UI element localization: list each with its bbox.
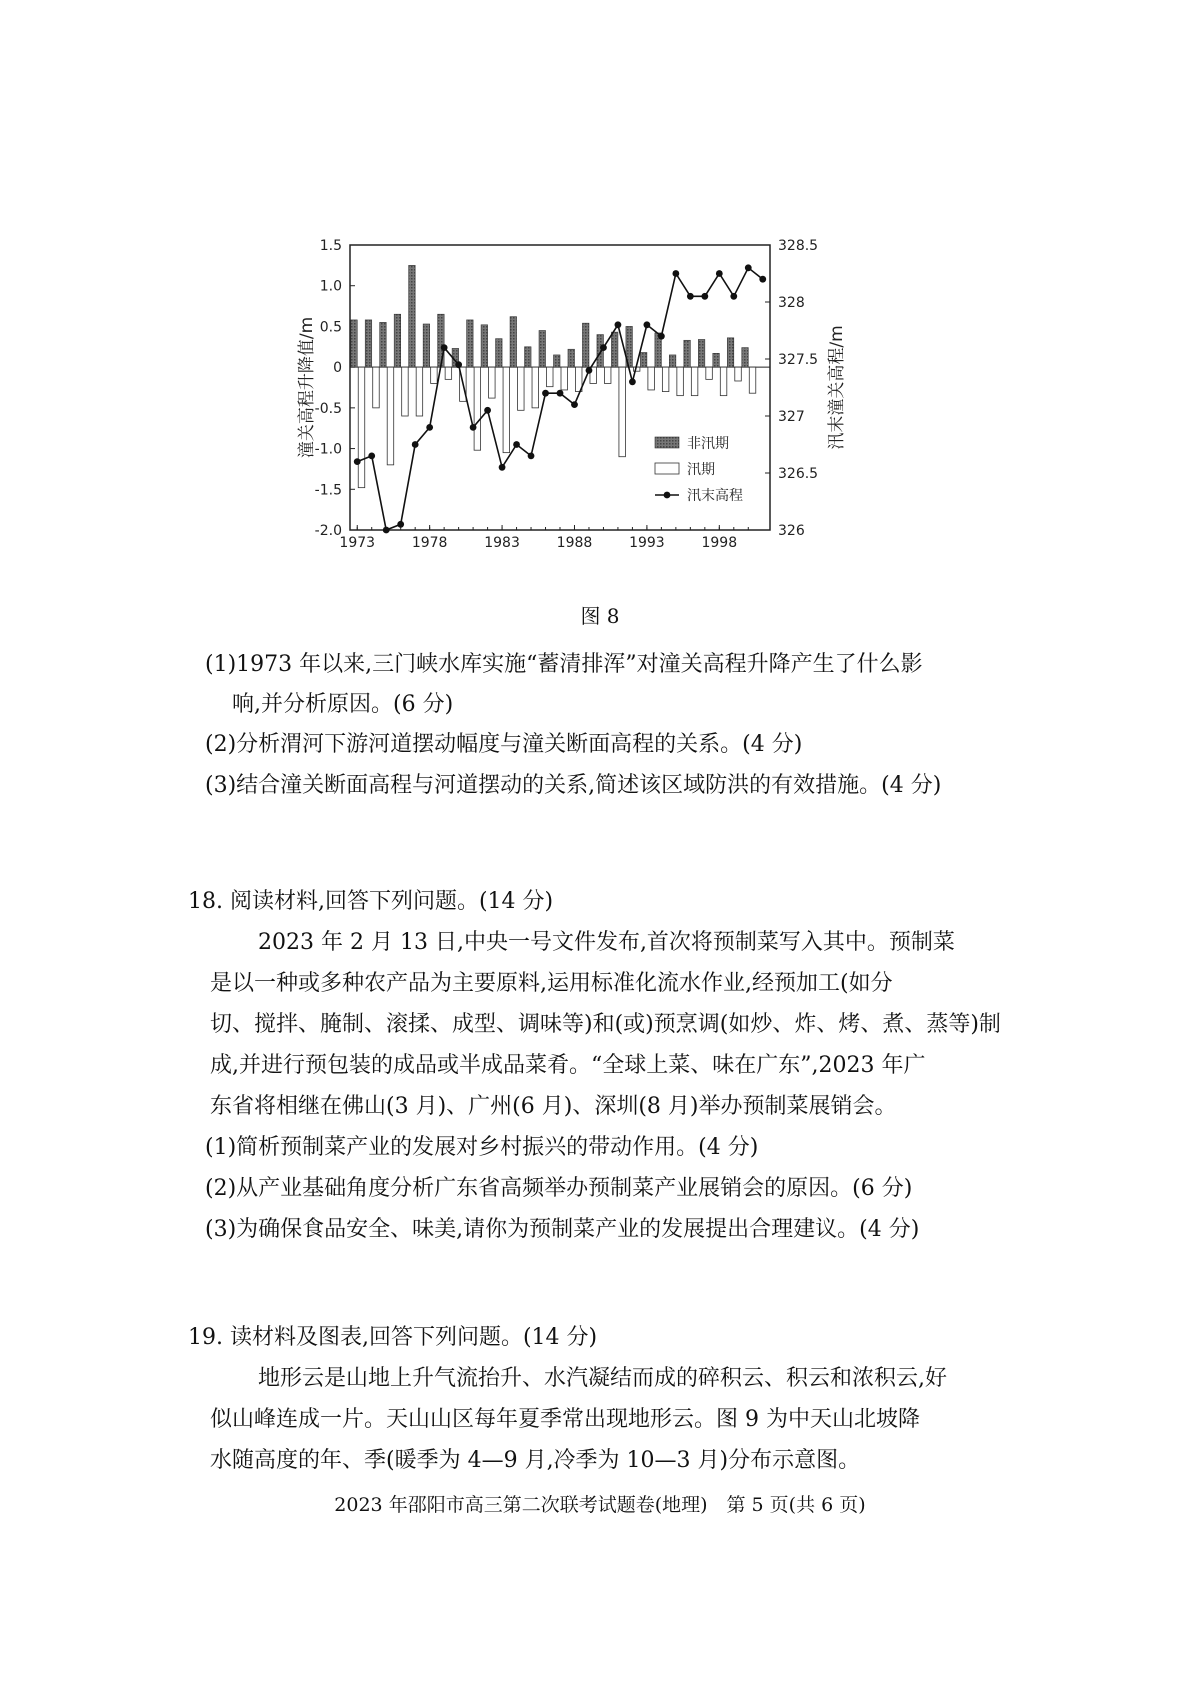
bar-non-flood [742, 348, 749, 368]
left-tick-label: 1.5 [319, 238, 342, 254]
point-flood-end-elevation [730, 293, 737, 300]
bar-flood [358, 367, 365, 488]
bar-non-flood [438, 314, 445, 367]
bar-non-flood [539, 331, 546, 368]
chart-svg [297, 238, 900, 585]
point-flood-end-elevation [701, 293, 708, 300]
q18-material-line4: 成,并进行预包装的成品或半成品菜肴。“全球上菜、味在广东”,2023 年广 [210, 1053, 926, 1078]
bar-non-flood [365, 320, 372, 367]
x-tick-label: 1978 [411, 535, 448, 551]
point-flood-end-elevation [600, 344, 607, 351]
left-tick-label: 0 [333, 360, 342, 377]
point-flood-end-elevation [397, 521, 404, 528]
point-flood-end-elevation [557, 390, 564, 397]
point-flood-end-elevation [745, 264, 752, 271]
figure-8-chart [297, 238, 900, 585]
point-flood-end-elevation [513, 441, 520, 448]
bar-flood [373, 367, 380, 408]
left-tick-label: -0.5 [314, 400, 342, 417]
bar-non-flood [698, 339, 705, 367]
page-footer: 2023 年邵阳市高三第二次联考试题卷(地理) 第 5 页(共 6 页) [334, 1494, 866, 1516]
bar-non-flood [467, 320, 474, 367]
q18-material-line3: 切、搅拌、腌制、滚揉、成型、调味等)和(或)预烹调(如炒、炸、烤、煮、蒸等)制 [210, 1012, 1001, 1037]
bar-flood [445, 367, 452, 379]
bar-flood [648, 367, 655, 390]
bar-flood [561, 367, 568, 390]
point-flood-end-elevation [571, 401, 578, 408]
q18-part1: (1)简析预制菜产业的发展对乡村振兴的带动作用。(4 分) [205, 1135, 759, 1160]
point-flood-end-elevation [643, 321, 650, 328]
q17-part1-line1: (1)1973 年以来,三门峡水库实施“蓄清排浑”对潼关高程升降产生了什么影 [205, 652, 923, 677]
bar-non-flood [481, 325, 488, 367]
bar-flood [518, 367, 525, 410]
q18-part2: (2)从产业基础角度分析广东省高频举办预制菜产业展销会的原因。(6 分) [205, 1176, 913, 1201]
point-flood-end-elevation [759, 276, 766, 283]
bar-non-flood [510, 317, 517, 367]
bar-non-flood [684, 340, 691, 367]
bar-non-flood [713, 353, 720, 367]
x-tick-label: 1993 [629, 535, 665, 551]
legend-label-flood: 汛期 [687, 462, 715, 478]
right-axis-label: 汛末潼关高程/m [827, 325, 847, 450]
legend-swatch-flood [655, 463, 679, 474]
q18-title: 18. 阅读材料,回答下列问题。(14 分) [188, 889, 554, 914]
point-flood-end-elevation [716, 270, 723, 277]
x-tick-label: 1983 [484, 535, 520, 551]
left-tick-label: -2.0 [314, 523, 342, 539]
left-tick-label: -1.0 [314, 441, 342, 458]
bar-non-flood [727, 338, 734, 367]
bar-non-flood [611, 332, 618, 367]
bar-non-flood [525, 347, 532, 367]
point-flood-end-elevation [658, 333, 665, 340]
bar-flood [691, 367, 698, 396]
point-flood-end-elevation [441, 344, 448, 351]
q18-material-line1: 2023 年 2 月 13 日,中央一号文件发布,首次将预制菜写入其中。预制菜 [258, 930, 955, 955]
bar-flood [387, 367, 394, 465]
x-tick-label: 1988 [556, 535, 593, 551]
right-tick-label: 328.5 [778, 238, 819, 254]
q17-part3: (3)结合潼关断面高程与河道摆动的关系,简述该区域防洪的有效措施。(4 分) [205, 773, 942, 798]
point-flood-end-elevation [470, 424, 477, 431]
bar-flood [503, 367, 510, 453]
bar-flood [402, 367, 409, 416]
bar-flood [720, 367, 727, 396]
left-tick-label: 1.0 [319, 278, 342, 295]
left-axis-label: 潼关高程升降值/m [297, 316, 317, 459]
right-tick-label: 327.5 [778, 352, 819, 368]
bar-non-flood [568, 349, 575, 367]
q18-part3: (3)为确保食品安全、味美,请你为预制菜产业的发展提出合理建议。(4 分) [205, 1217, 920, 1242]
q19-material-line3: 水随高度的年、季(暖季为 4—9 月,冷季为 10—3 月)分布示意图。 [210, 1448, 861, 1473]
point-flood-end-elevation [354, 458, 361, 465]
x-tick-label: 1998 [701, 535, 738, 551]
bar-non-flood [394, 314, 401, 367]
bar-non-flood [351, 320, 358, 367]
q19-material-line1: 地形云是山地上升气流抬升、水汽凝结而成的碎积云、积云和浓积云,好 [258, 1366, 947, 1391]
q18-material-line2: 是以一种或多种农产品为主要原料,运用标准化流水作业,经预加工(如分 [210, 971, 893, 996]
right-tick-label: 327 [778, 409, 805, 425]
point-flood-end-elevation [499, 464, 506, 471]
bar-flood [532, 367, 539, 408]
legend-point-elevation [664, 492, 671, 499]
bar-flood [662, 367, 669, 391]
bar-flood [706, 367, 713, 379]
bar-flood [677, 367, 684, 396]
point-flood-end-elevation [368, 453, 375, 460]
legend-label-non-flood: 非汛期 [687, 436, 729, 452]
bar-non-flood [554, 355, 561, 367]
q17-part2: (2)分析渭河下游河道摆动幅度与潼关断面高程的关系。(4 分) [205, 732, 803, 757]
point-flood-end-elevation [383, 527, 390, 534]
bar-flood [474, 367, 481, 450]
bar-non-flood [409, 265, 416, 367]
q18-material-line5: 东省将相继在佛山(3 月)、广州(6 月)、深圳(8 月)举办预制菜展销会。 [210, 1094, 897, 1119]
bar-non-flood [640, 352, 647, 367]
point-flood-end-elevation [672, 270, 679, 277]
point-flood-end-elevation [484, 407, 491, 414]
bar-non-flood [423, 324, 430, 367]
right-tick-label: 328 [778, 295, 805, 311]
q19-material-line2: 似山峰连成一片。天山山区每年夏季常出现地形云。图 9 为中天山北坡降 [210, 1407, 920, 1432]
bar-flood [604, 367, 611, 383]
point-flood-end-elevation [687, 293, 694, 300]
bar-flood [619, 367, 626, 457]
bar-non-flood [380, 322, 387, 367]
legend-swatch-non-flood [655, 437, 679, 448]
bar-flood [416, 367, 423, 416]
point-flood-end-elevation [542, 390, 549, 397]
bar-flood [749, 367, 756, 393]
point-flood-end-elevation [586, 367, 593, 374]
left-tick-label: 0.5 [319, 319, 342, 336]
point-flood-end-elevation [615, 321, 622, 328]
legend-label-elevation: 汛末高程 [687, 488, 743, 504]
left-tick-label: -1.5 [314, 482, 342, 499]
right-tick-label: 326.5 [778, 466, 819, 482]
q17-part1-line2: 响,并分析原因。(6 分) [232, 692, 454, 717]
x-tick-label: 1973 [339, 535, 376, 551]
point-flood-end-elevation [528, 453, 535, 460]
point-flood-end-elevation [455, 361, 462, 368]
bar-flood [735, 367, 742, 381]
right-tick-label: 326 [778, 523, 805, 539]
bar-flood [547, 367, 554, 387]
point-flood-end-elevation [426, 424, 433, 431]
figure-caption: 图 8 [580, 604, 620, 628]
bar-flood [489, 367, 496, 398]
bar-non-flood [582, 323, 589, 367]
bar-flood [431, 367, 438, 383]
point-flood-end-elevation [412, 441, 419, 448]
bar-non-flood [669, 355, 676, 367]
bar-non-flood [496, 339, 503, 368]
q19-title: 19. 读材料及图表,回答下列问题。(14 分) [188, 1325, 598, 1350]
point-flood-end-elevation [629, 378, 636, 385]
